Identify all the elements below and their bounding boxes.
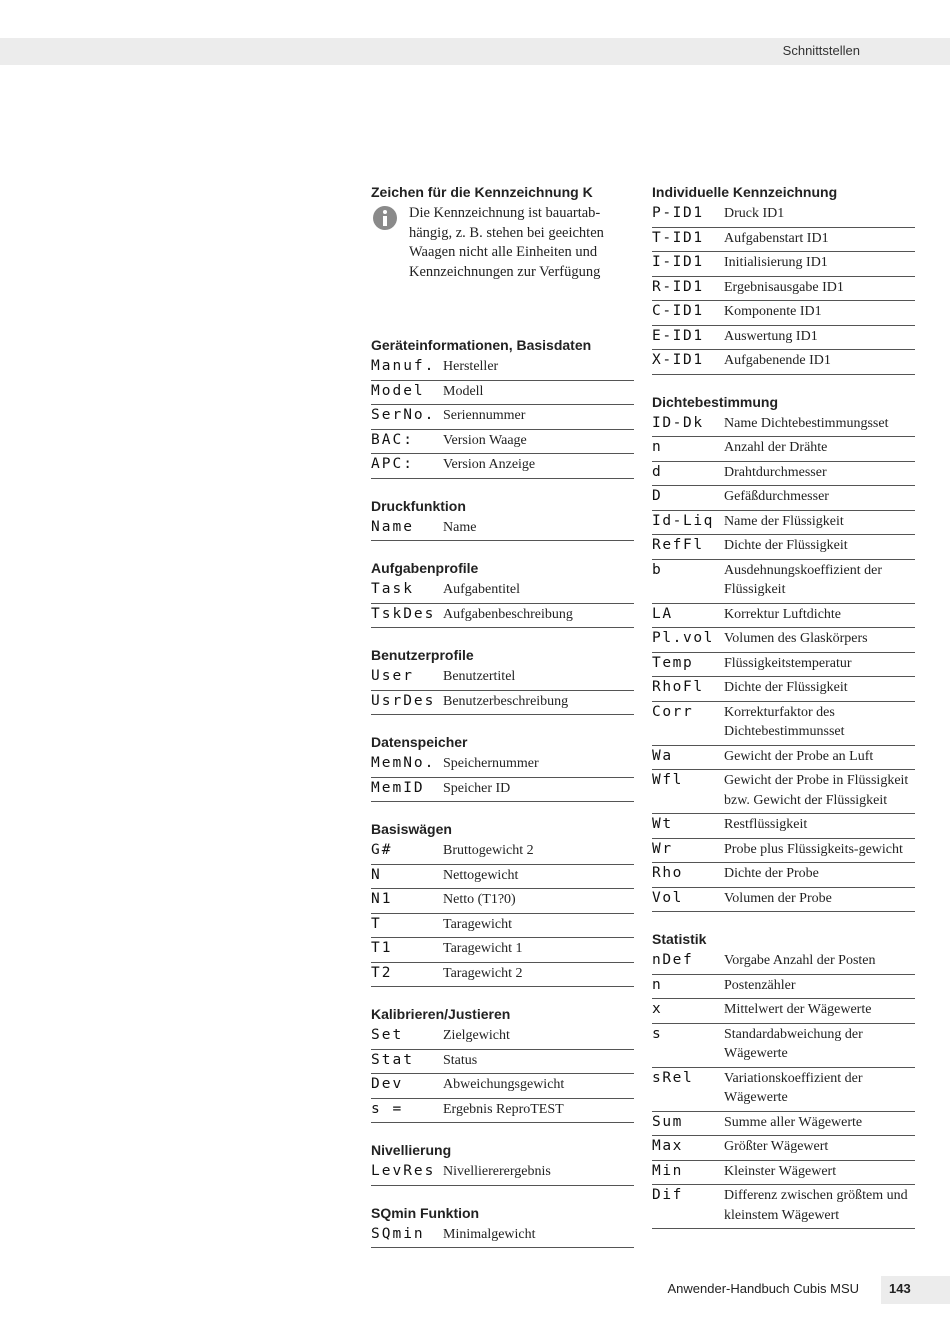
row-code: Wa	[652, 747, 673, 764]
info-icon	[373, 206, 397, 230]
table-row	[371, 579, 634, 604]
table-row	[652, 839, 915, 864]
row-code: N1	[371, 891, 393, 907]
row-code: Corr	[652, 703, 694, 720]
table-row	[652, 301, 915, 326]
row-description: Ausdehnungskoeffizient der Flüssigkeit	[724, 562, 882, 597]
table-row	[371, 430, 634, 455]
row-code: LA	[652, 605, 673, 622]
table-row	[371, 865, 634, 890]
row-code: LevRes	[371, 1163, 436, 1179]
table-row	[371, 1161, 634, 1186]
table-row	[652, 770, 915, 814]
section-statistik	[652, 928, 915, 1229]
section-heading: Datenspeicher	[371, 734, 468, 750]
row-description: Minimalgewicht	[443, 1226, 536, 1242]
row-description: Seriennummer	[443, 408, 526, 423]
row-code: Pl.vol	[652, 630, 714, 646]
table-row	[371, 517, 634, 542]
row-code: D	[652, 488, 663, 504]
section-heading: Nivellierung	[371, 1142, 452, 1158]
table-row	[652, 350, 915, 375]
row-code: Rho	[652, 865, 683, 881]
row-code: MemID	[371, 779, 425, 796]
table-row	[371, 405, 634, 430]
row-code: RefFl	[652, 537, 704, 553]
section-aufgabenprofile	[371, 557, 634, 628]
table-row	[371, 889, 634, 914]
row-description: Vorgabe Anzahl der Posten	[724, 953, 876, 968]
row-code: T2	[371, 964, 393, 981]
row-description: Gewicht der Probe an Luft	[724, 748, 874, 764]
row-code: Set	[371, 1027, 404, 1043]
row-code: Task	[371, 581, 414, 597]
row-code: Stat	[371, 1051, 414, 1068]
row-code: ID-Dk	[652, 414, 704, 431]
row-description: Netto (T1?0)	[443, 892, 516, 907]
row-description: Taragewicht 1	[443, 941, 523, 956]
row-code: G#	[371, 842, 393, 858]
table-row	[652, 999, 915, 1024]
row-description: Korrektur Luftdichte	[724, 606, 842, 622]
section-heading: Aufgabenprofile	[371, 560, 479, 576]
row-description: Modell	[443, 383, 484, 399]
table-row	[652, 888, 915, 913]
row-code: Dif	[652, 1187, 683, 1203]
table-row	[652, 511, 915, 536]
table-row	[371, 840, 634, 865]
footer	[0, 1276, 950, 1304]
row-description: Druck ID1	[724, 206, 785, 221]
table-row	[371, 1025, 634, 1050]
table-row	[371, 1074, 634, 1099]
row-description: Zielgewicht	[443, 1028, 510, 1043]
table-row	[371, 1050, 634, 1075]
table-row	[371, 914, 634, 939]
section-basiswaegen	[371, 818, 634, 987]
row-description: Speicher ID	[443, 780, 511, 796]
row-description: Ergebnisausgabe ID1	[724, 279, 844, 295]
row-description: Differenz zwischen größtem und kleinstem Wägewert	[724, 1188, 908, 1223]
table-row	[652, 437, 915, 462]
row-description: Größter Wägewert	[724, 1139, 829, 1154]
row-description: Drahtdurchmesser	[724, 464, 827, 480]
row-description: Speichernummer	[443, 756, 539, 771]
table-row	[652, 863, 915, 888]
row-code: Temp	[652, 654, 694, 671]
table-row	[652, 653, 915, 678]
table-row	[652, 1068, 915, 1112]
page-number-box	[881, 1276, 950, 1304]
table-row	[652, 702, 915, 746]
table-row	[652, 814, 915, 839]
section-heading: Basiswägen	[371, 821, 452, 837]
row-code: R-ID1	[652, 278, 704, 295]
row-code: BAC:	[371, 431, 414, 448]
row-description: Volumen der Probe	[724, 890, 832, 906]
table-row	[652, 950, 915, 975]
row-code: MemNo.	[371, 755, 436, 771]
table-row	[652, 326, 915, 351]
table-row	[371, 356, 634, 381]
table-row	[652, 1161, 915, 1186]
row-description: Nettogewicht	[443, 867, 519, 883]
row-code: I-ID1	[652, 254, 704, 270]
row-code: SQmin	[371, 1225, 425, 1242]
row-description: Gefäßdurchmesser	[724, 489, 829, 504]
row-code: P-ID1	[652, 205, 704, 221]
table-row	[652, 252, 915, 277]
row-code: X-ID1	[652, 352, 704, 368]
row-description: Dichte der Flüssigkeit	[724, 538, 848, 553]
table-row	[652, 1112, 915, 1137]
row-code: UsrDes	[371, 692, 436, 709]
table-row	[371, 1224, 634, 1249]
row-description: Volumen des Glaskörpers	[724, 631, 868, 646]
row-code: Sum	[652, 1113, 683, 1130]
row-code: d	[652, 463, 663, 480]
row-description: Ergebnis ReproTEST	[443, 1101, 564, 1117]
row-description: Gewicht der Probe in Flüssigkeit bzw. Gewicht der Flüssigkeit	[724, 773, 909, 808]
row-description: Variationskoeffizient der Wägewerte	[724, 1070, 863, 1105]
table-row	[652, 228, 915, 253]
row-description: Korrekturfaktor des Dichtebestimmunsset	[724, 704, 845, 739]
table-row	[652, 277, 915, 302]
row-description: Postenzähler	[724, 977, 796, 993]
row-description: Benutzerbeschreibung	[443, 693, 569, 709]
left-column	[371, 181, 634, 1248]
row-code: Dev	[371, 1076, 404, 1092]
section-heading: SQmin Funktion	[371, 1204, 480, 1221]
table-row	[371, 381, 634, 406]
section-heading: Kalibrieren/Justieren	[371, 1006, 511, 1022]
row-code: C-ID1	[652, 303, 704, 319]
row-description: Name Dichtebestimmungsset	[724, 415, 889, 431]
section-heading: Zeichen für die Kennzeichnung K	[371, 184, 593, 200]
right-column	[652, 181, 915, 1229]
row-code: s	[652, 1025, 663, 1042]
page-number: 143	[889, 1281, 911, 1296]
row-code: sRel	[652, 1069, 694, 1086]
row-code: nDef	[652, 952, 694, 968]
table-row	[652, 604, 915, 629]
row-description: Nivelliererergebnis	[443, 1164, 551, 1179]
row-code: User	[371, 668, 414, 684]
section-heading: Druckfunktion	[371, 497, 466, 514]
row-description: Version Waage	[443, 432, 527, 448]
row-code: T-ID1	[652, 229, 704, 246]
row-code: Manuf.	[371, 358, 436, 374]
row-description: Flüssigkeitstemperatur	[724, 655, 852, 671]
row-code: n	[652, 439, 663, 455]
section-title: Schnittstellen	[782, 43, 860, 58]
row-code: Wt	[652, 816, 673, 832]
row-description: Bruttogewicht 2	[443, 843, 534, 858]
row-code: s =	[371, 1100, 404, 1117]
table-row	[652, 746, 915, 771]
row-code: RhoFl	[652, 679, 704, 695]
row-code: TskDes	[371, 605, 436, 622]
row-description: Taragewicht 2	[443, 965, 523, 981]
table-row	[371, 938, 634, 963]
row-code: E-ID1	[652, 327, 704, 344]
row-description: Komponente ID1	[724, 304, 822, 319]
row-code: Min	[652, 1162, 683, 1179]
section-datenspeicher	[371, 731, 634, 802]
table-row	[652, 560, 915, 604]
table-row	[371, 963, 634, 988]
row-code: n	[652, 976, 663, 993]
row-code: Wfl	[652, 772, 683, 788]
row-description: Anzahl der Drähte	[724, 440, 828, 455]
row-description: Probe plus Flüssigkeits-gewicht	[724, 841, 903, 857]
row-description: Dichte der Flüssigkeit	[724, 680, 848, 695]
row-code: Name	[371, 518, 414, 535]
row-description: Standardabweichung der Wägewerte	[724, 1026, 863, 1061]
table-row	[371, 666, 634, 691]
table-row	[652, 462, 915, 487]
section-heading: Statistik	[652, 931, 707, 947]
row-description: Summe aller Wägewerte	[724, 1114, 863, 1130]
section-heading: Benutzerprofile	[371, 647, 474, 663]
row-description: Mittelwert der Wägewerte	[724, 1002, 872, 1017]
row-description: Initialisierung ID1	[724, 255, 828, 270]
row-code: Wr	[652, 840, 673, 857]
row-description: Auswertung ID1	[724, 328, 818, 344]
section-individuell	[652, 181, 915, 375]
info-note	[371, 204, 634, 282]
table-row	[652, 677, 915, 702]
row-description: Name	[443, 519, 477, 535]
row-description: Aufgabentitel	[443, 582, 520, 597]
row-code: Model	[371, 382, 425, 399]
row-code: Id-Liq	[652, 512, 714, 529]
section-heading: Geräteinformationen, Basisdaten	[371, 337, 592, 353]
row-description: Version Anzeige	[443, 457, 536, 472]
table-row	[652, 203, 915, 228]
table-row	[652, 535, 915, 560]
table-row	[652, 413, 915, 438]
section-druckfunktion	[371, 495, 634, 542]
footer-title: Anwender-Handbuch Cubis MSU	[667, 1281, 859, 1296]
table-row	[652, 486, 915, 511]
row-code: Max	[652, 1138, 683, 1154]
row-description: Kleinster Wägewert	[724, 1163, 837, 1179]
row-description: Hersteller	[443, 359, 499, 374]
row-code: T	[371, 915, 382, 932]
row-description: Status	[443, 1052, 478, 1068]
row-description: Aufgabenbeschreibung	[443, 606, 573, 622]
row-description: Benutzertitel	[443, 669, 516, 684]
row-description: Taragewicht	[443, 916, 512, 932]
table-row	[371, 753, 634, 778]
table-row	[371, 691, 634, 716]
section-heading: Dichtebestimmung	[652, 393, 779, 410]
note-text: Die Kennzeichnung ist bauartab-hängig, z. B. stehen bei geeichten Waagen nicht alle Einheiten und Kennzeichnungen zur Verfügung	[409, 205, 604, 280]
row-description: Aufgabenende ID1	[724, 353, 831, 368]
row-description: Aufgabenstart ID1	[724, 230, 829, 246]
section-benutzerprofile	[371, 644, 634, 715]
section-sqmin	[371, 1202, 634, 1249]
row-code: N	[371, 866, 382, 883]
table-row	[371, 778, 634, 803]
row-code: T1	[371, 940, 393, 956]
table-row	[371, 454, 634, 479]
table-row	[652, 1024, 915, 1068]
section-dichte	[652, 391, 915, 913]
section-kalibrieren	[371, 1003, 634, 1123]
header-bar	[0, 38, 950, 65]
table-row	[652, 628, 915, 653]
row-description: Abweichungsgewicht	[443, 1077, 565, 1092]
row-code: APC:	[371, 456, 414, 472]
section-heading: Individuelle Kennzeichnung	[652, 184, 838, 200]
table-row	[371, 604, 634, 629]
section-geraeteinfo	[371, 334, 634, 479]
row-code: x	[652, 1001, 663, 1017]
row-description: Dichte der Probe	[724, 866, 819, 881]
row-code: Vol	[652, 889, 683, 906]
section-nivellierung	[371, 1139, 634, 1186]
table-row	[652, 1136, 915, 1161]
table-row	[371, 1099, 634, 1124]
row-code: b	[652, 561, 663, 578]
row-description: Name der Flüssigkeit	[724, 513, 844, 529]
table-row	[652, 1185, 915, 1229]
row-description: Restflüssigkeit	[724, 817, 808, 832]
row-code: SerNo.	[371, 407, 436, 423]
table-row	[652, 975, 915, 1000]
